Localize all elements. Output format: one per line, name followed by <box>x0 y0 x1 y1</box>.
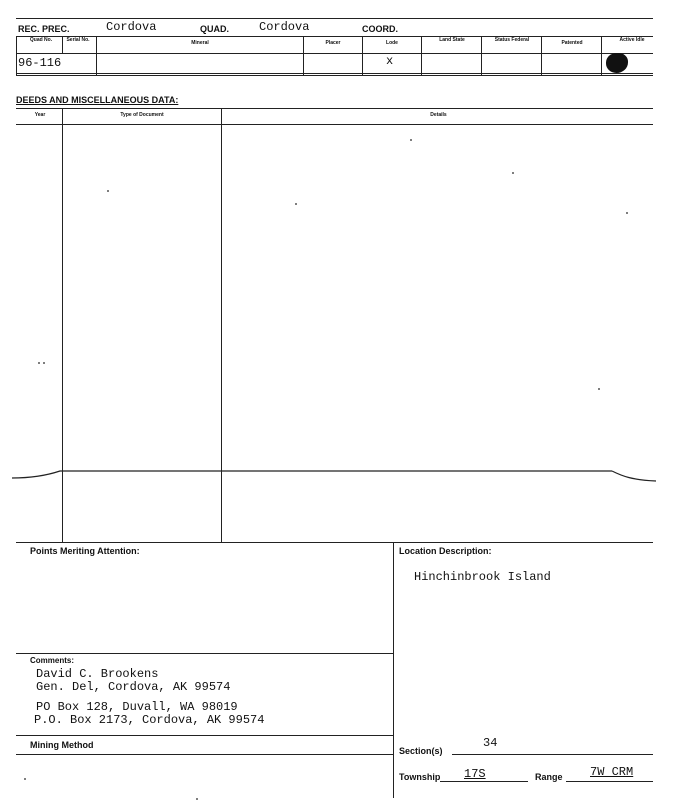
range-label: Range <box>535 772 563 782</box>
header-vline-6 <box>421 36 422 75</box>
mining-top-rule <box>16 735 393 736</box>
speck <box>107 190 109 192</box>
quad-value[interactable]: Cordova <box>259 20 310 34</box>
comments-top-rule <box>16 653 393 654</box>
record-row-rule-2 <box>16 75 653 76</box>
mining-bottom-rule <box>16 754 393 755</box>
speck <box>626 212 628 214</box>
rec-prec-label: REC. PREC. <box>18 24 70 34</box>
header-top-rule <box>16 18 653 19</box>
col-status-federal: Status Federal <box>494 37 530 43</box>
section-underline <box>452 754 653 755</box>
speck <box>196 798 198 800</box>
speck <box>43 362 45 364</box>
header-vline-8 <box>541 36 542 75</box>
township-value[interactable]: 17S <box>464 767 486 781</box>
col-mineral: Mineral <box>191 40 209 46</box>
range-underline <box>566 781 653 782</box>
coord-label: COORD. <box>362 24 398 34</box>
township-label: Township <box>399 772 441 782</box>
comment-line-4[interactable]: P.O. Box 2173, Cordova, AK 99574 <box>34 713 265 727</box>
record-row-rule <box>16 73 653 74</box>
points-label: Points Meriting Attention: <box>30 546 140 556</box>
header-vline-4 <box>303 36 304 75</box>
range-value[interactable]: 7W CRM <box>590 765 634 779</box>
section-value[interactable]: 34 <box>483 736 498 750</box>
col-serial-no: Serial No. <box>66 37 90 43</box>
lode-value[interactable]: x <box>386 54 394 68</box>
col-quad-no: Quad No. <box>29 37 53 43</box>
speck <box>512 172 514 174</box>
speck <box>24 778 26 780</box>
mining-label: Mining Method <box>30 740 94 750</box>
speck <box>38 362 40 364</box>
lower-center-vline <box>393 542 394 798</box>
section-label: Section(s) <box>399 746 443 756</box>
col-active-idle: Active Idle <box>619 37 645 43</box>
speck <box>295 203 297 205</box>
deeds-title: DEEDS AND MISCELLANEOUS DATA: <box>16 95 179 105</box>
comment-line-3[interactable]: PO Box 128, Duvall, WA 98019 <box>36 700 238 714</box>
quad-no-value[interactable]: 96-116 <box>18 56 62 70</box>
header-vline-5 <box>362 36 363 75</box>
header-vline-2 <box>62 36 63 53</box>
header-bottom-rule <box>16 36 653 37</box>
hand-drawn-divider <box>12 462 656 488</box>
rec-prec-value[interactable]: Cordova <box>106 20 157 34</box>
deeds-col-year: Year <box>34 112 46 118</box>
speck <box>598 388 600 390</box>
location-label: Location Description: <box>399 546 492 556</box>
comment-line-2[interactable]: Gen. Del, Cordova, AK 99574 <box>36 680 231 694</box>
deeds-col-type: Type of Document <box>120 112 164 118</box>
location-value[interactable]: Hinchinbrook Island <box>414 570 551 584</box>
quad-label: QUAD. <box>200 24 229 34</box>
col-land-state: Land State <box>439 37 465 43</box>
col-placer: Placer <box>325 40 341 46</box>
deeds-top-rule <box>16 108 653 109</box>
column-header-rule <box>16 53 653 54</box>
header-vline-3 <box>96 36 97 75</box>
comments-label: Comments: <box>30 656 75 665</box>
deeds-header-rule <box>16 124 653 125</box>
col-patented: Patented <box>561 40 583 46</box>
lower-top-rule <box>16 542 653 543</box>
deeds-col-details: Details <box>430 112 447 118</box>
township-underline <box>440 781 528 782</box>
header-vline-7 <box>481 36 482 75</box>
header-vline-1 <box>16 36 17 75</box>
speck <box>410 139 412 141</box>
header-vline-9 <box>601 36 602 75</box>
comment-line-1[interactable]: David C. Brookens <box>36 667 159 681</box>
col-lode: Lode <box>386 40 398 46</box>
active-idle-ink-mark <box>606 53 628 73</box>
